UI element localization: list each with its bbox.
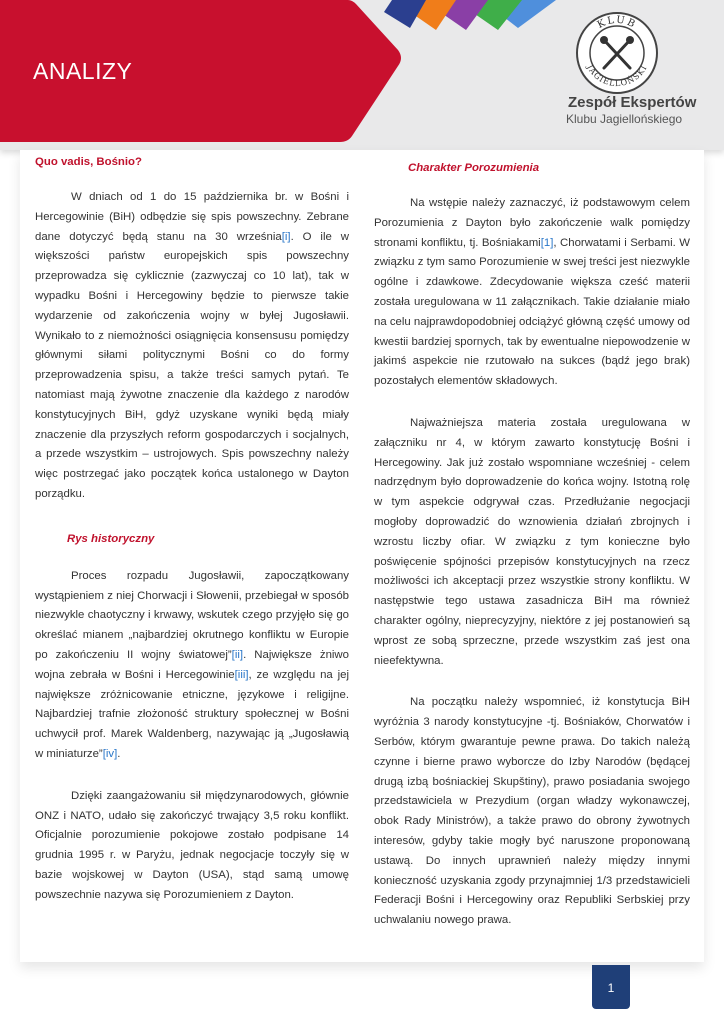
subtitle-rys-historyczny: Rys historyczny	[67, 532, 155, 545]
footnote-link-ii[interactable]: [ii]	[231, 648, 244, 661]
footnote-link-iii[interactable]: [iii]	[234, 668, 249, 681]
right-paragraph-3: Na początku należy wspomnieć, iż konstytucja BiH wyróżnia 3 narody konstytucyjne -tj. Bośniaków, Chorwatów i Serbów, którym gwarantuje pewne prawa. Do takich należą czynne i bierne prawo wyborcze do Izby Narodów (będącej drugą izbą bośniackiej Skupštiny), prawo posiadania swojego przedstawiciela w Prezydium (organ władzy wykonawczej, obok Rady Ministrów), a także prawo do obrony żywotnych interesów, gdyby takie mogły być naruszone proponowaną ustawą. Do innych uprawnień należy między innymi konieczność uzyskania zgody przynajmniej 1/3 przedstawicieli Federacji Bośni i Hercegowiny oraz Republiki Serbskiej przy uchwalaniu nowego prawa.	[374, 696, 690, 927]
footnote-link-i[interactable]: [i]	[281, 230, 291, 243]
footnote-link-iv[interactable]: [iv]	[102, 747, 118, 760]
right-column	[374, 158, 690, 931]
right-paragraph-1: Na wstępie należy zaznaczyć, iż podstawowym celem Porozumienia z Dayton było zakończenie walk pomiędzy stronami konfliktu, tj. Bośniakami[1], Chorwatami i Serbami. W związku z tym samo Porozumienie w swej treści jest niezwykle ogólne i zdawkowe. Zdecydowanie większa cześć materii została uregulowana w 11 załącznikach. Takie działanie miało na celu najprawdopodobniej odciążyć główną część umowy od kwestii bardziej spornych, tak by ewentualne niepowodzenie w jakimś aspekcie nie rzutowało na sukces (bądź jego brak) pozostałych elementów składowych.	[374, 197, 690, 388]
footnote-link-1[interactable]: [1]	[540, 236, 554, 249]
svg-text:KLUB: KLUB	[595, 14, 639, 31]
svg-text:JAGIELLOŃSKI: JAGIELLOŃSKI	[585, 63, 649, 89]
right-paragraph-2: Najważniejsza materia została uregulowana w załączniku nr 4, w którym zawarto konstytucję Bośni i Hercegowiny. Jak już zostało wspomniane wcześniej - celem nadrzędnym było doprowadzenie do końca wojny. Istotną rolę w tym aspekcie odgrywał czas. Przedłużanie negocjacji mogłoby doprowadzić do wznowienia działań zbrojnych i wzrostu liczby ofiar. W związku z tym konieczne było poświęcenie spójności przepisów konstytucyjnych na rzecz możliwości ich akceptacji przez wszystkie strony konfliktu. W następstwie tego ustawa zasadnicza BiH ma również charakter ogólny, nieprecyzyjny, niektóre z jej postanowień są wprost ze sobą sprzeczne, przede wszystkim zaś jest ona nieefektywna.	[374, 416, 690, 667]
org-subname: Klubu Jagiellońskiego	[566, 112, 683, 126]
left-paragraph-1: W dniach od 1 do 15 października br. w Bośni i Hercegowinie (BiH) odbędzie się spis powszechny. Zebrane dane dotyczyć będą stanu na 30 września[i]. O ile w większości państw europejskich spis powszechny przeprowadza się cyklicznie (zazwyczaj co 10 lat), tak w wypadku Bośni i Hercegowiny będzie to pierwsze takie wydarzenie od zakończenia wojny w byłej Jugosławii. Wynikało to z niemożności osiągnięcia konsensusu pomiędzy głównymi siłami politycznymi Bośni co do formy przeprowadzenia spisu, a także treści samych pytań. Te natomiast mają żywotne znaczenie dla każdego z narodów konstytucyjnych BiH, gdyż uzyskane wyniki będą miały znaczenie dla przyszłych reform gospodarczych i socjalnych, a przede wszystkim – ustrojowych. Spis powszechny należy więc postrzegać jako początek końca ustalonego w Dayton porządku.	[35, 191, 349, 500]
page-header	[0, 0, 724, 150]
org-name: Zespół Ekspertów	[568, 94, 697, 111]
page-number: 1	[592, 965, 630, 1009]
left-paragraph-3: Dzięki zaangażowaniu sił międzynarodowych, głównie ONZ i NATO, udało się zakończyć trwający 3,5 roku konflikt. Oficjalnie porozumienie pokojowe zostało podpisane 14 grudnia 1995 r. w Paryżu, jednak negocjacje toczyły się w bazie wojskowej w Dayton (USA), stąd samą umowę powszechnie nazywa się Porozumieniem z Dayton.	[35, 789, 349, 901]
left-column	[35, 152, 349, 906]
subtitle-charakter-porozumienia: Charakter Porozumienia	[408, 162, 540, 174]
left-paragraph-2: Proces rozpadu Jugosławii, zapoczątkowany wystąpieniem z niej Chorwacji i Słowenii, przebiegał w sposób niezwykle chaotyczny i krwawy, wskutek czego przyjęło się go określać mianem „najbardziej okrutnego konfliktu w Europie po zakończeniu II wojny światowej”[ii]. Największe żniwo wojna zebrała w Bośni i Hercegowinie[iii], ze względu na jej największe zróżnicowanie etniczne, językowe i religijne. Najbardziej trafnie złożoność struktury społecznej w Bośni uchwycił prof. Marek Waldenberg, nazywając ją „Jugosławią w miniaturze”[iv].	[35, 569, 349, 760]
section-label: ANALIZY	[33, 58, 133, 84]
article-title: Quo vadis, Bośnio?	[35, 156, 142, 168]
klub-jagiellonski-logo	[574, 10, 660, 96]
